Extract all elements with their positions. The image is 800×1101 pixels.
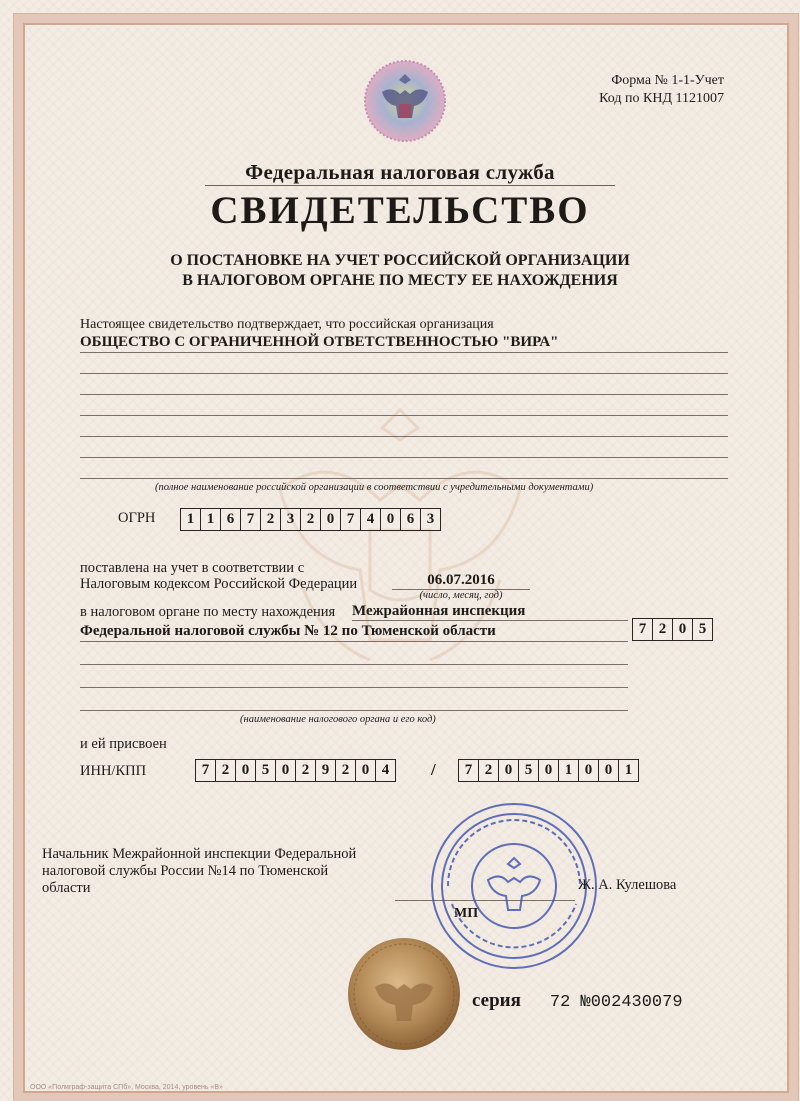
inn-digit: 2	[295, 759, 316, 782]
coat-of-arms-emblem-icon	[362, 58, 448, 144]
ogrn-label: ОГРН	[118, 510, 156, 526]
signatory-position-line-1: Начальник Межрайонной инспекции Федеральной	[42, 846, 357, 862]
organization-name: ОБЩЕСТВО С ОГРАНИЧЕННОЙ ОТВЕТСТВЕННОСТЬЮ "ВИРА"	[80, 334, 559, 350]
agency-name: Федеральная налоговая служба	[245, 160, 555, 184]
kpp-digit: 0	[598, 759, 619, 782]
ogrn-digit: 3	[420, 508, 441, 531]
subtitle-line-1: О ПОСТАНОВКЕ НА УЧЕТ РОССИЙСКОЙ ОРГАНИЗАЦИИ	[170, 252, 630, 269]
kpp-digit: 0	[498, 759, 519, 782]
inn-kpp-separator: /	[431, 760, 436, 779]
inn-digit: 0	[275, 759, 296, 782]
authority-caption: (наименование налогового органа и его код)	[240, 714, 436, 725]
serial	[472, 990, 683, 1012]
underline	[80, 641, 628, 642]
hologram-seal-icon	[345, 935, 463, 1053]
ogrn-digit: 4	[360, 508, 381, 531]
kpp-boxes	[458, 759, 638, 782]
ogrn-digit: 1	[180, 508, 201, 531]
registration-text-2: Налоговым кодексом Российской Федерации	[80, 576, 358, 592]
header-divider	[205, 185, 615, 186]
ogrn-boxes	[180, 508, 440, 531]
printer-info: ООО «Полиграф-защита СПб», Москва, 2014, уровень «В»	[30, 1084, 223, 1091]
underline	[80, 373, 728, 374]
inn-digit: 0	[355, 759, 376, 782]
kpp-digit: 7	[458, 759, 479, 782]
signatory-position-line-3: области	[42, 880, 91, 896]
authority-code-digit: 0	[672, 618, 693, 641]
ogrn-digit: 2	[260, 508, 281, 531]
inn-boxes	[195, 759, 395, 782]
subtitle-line-2: В НАЛОГОВОМ ОРГАНЕ ПО МЕСТУ ЕЕ НАХОЖДЕНИЯ	[182, 272, 618, 289]
kpp-digit: 0	[578, 759, 599, 782]
page-title: СВИДЕТЕЛЬСТВО	[210, 189, 590, 232]
underline	[80, 457, 728, 458]
ogrn-digit: 3	[280, 508, 301, 531]
ogrn-digit: 0	[320, 508, 341, 531]
inn-digit: 7	[195, 759, 216, 782]
underline	[80, 710, 628, 711]
ogrn-digit: 7	[340, 508, 361, 531]
inn-digit: 5	[255, 759, 276, 782]
ogrn-digit: 6	[400, 508, 421, 531]
signatory-position	[42, 846, 356, 897]
underline	[80, 664, 628, 665]
authority-code-digit: 5	[692, 618, 713, 641]
ogrn-digit: 6	[220, 508, 241, 531]
signatory-position-line-2: налоговой службы России №14 по Тюменской	[42, 863, 329, 879]
knd-code: Код по КНД 1121007	[599, 91, 724, 106]
subtitle	[0, 251, 800, 291]
kpp-digit: 1	[558, 759, 579, 782]
ogrn-digit: 7	[240, 508, 261, 531]
ogrn-digit: 2	[300, 508, 321, 531]
inn-digit: 0	[235, 759, 256, 782]
kpp-digit: 2	[478, 759, 499, 782]
inn-kpp-label: ИНН/КПП	[80, 763, 147, 779]
underline	[80, 478, 728, 479]
signatory-name: Ж. А. Кулешова	[578, 877, 677, 893]
authority-code-digit: 2	[652, 618, 673, 641]
kpp-digit: 5	[518, 759, 539, 782]
inn-digit: 4	[375, 759, 396, 782]
form-number: Форма № 1-1-Учет	[611, 73, 724, 88]
underline	[80, 352, 728, 353]
ogrn-digit: 1	[200, 508, 221, 531]
authority-name-part2: Федеральной налоговой службы № 12 по Тюменской области	[80, 623, 496, 639]
organization-caption: (полное наименование российской организации в соответствии с учредительными документами)	[155, 482, 594, 493]
underline	[80, 436, 728, 437]
registration-date: 06.07.2016	[392, 572, 530, 590]
underline	[352, 620, 628, 621]
inn-digit: 2	[215, 759, 236, 782]
underline	[80, 415, 728, 416]
serial-number: 72 №002430079	[549, 993, 683, 1012]
underline	[80, 687, 628, 688]
ogrn-digit: 0	[380, 508, 401, 531]
authority-name-part1: Межрайонная инспекция	[352, 603, 526, 619]
eagle-watermark-icon	[240, 380, 560, 700]
authority-code-boxes	[632, 618, 712, 641]
underline	[80, 394, 728, 395]
mp-label: МП	[454, 906, 479, 921]
kpp-digit: 0	[538, 759, 559, 782]
kpp-digit: 1	[618, 759, 639, 782]
inn-digit: 9	[315, 759, 336, 782]
serial-label: серия	[472, 990, 521, 1011]
assignment-label: и ей присвоен	[80, 736, 167, 752]
form-info	[599, 72, 724, 108]
inn-digit: 2	[335, 759, 356, 782]
date-caption: (число, месяц, год)	[419, 590, 503, 601]
registration-text-1: поставлена на учет в соответствии с	[80, 560, 305, 576]
intro-text: Настоящее свидетельство подтверждает, что российская организация	[80, 317, 494, 332]
authority-prefix: в налоговом органе по месту нахождения	[80, 604, 336, 620]
authority-code-digit: 7	[632, 618, 653, 641]
